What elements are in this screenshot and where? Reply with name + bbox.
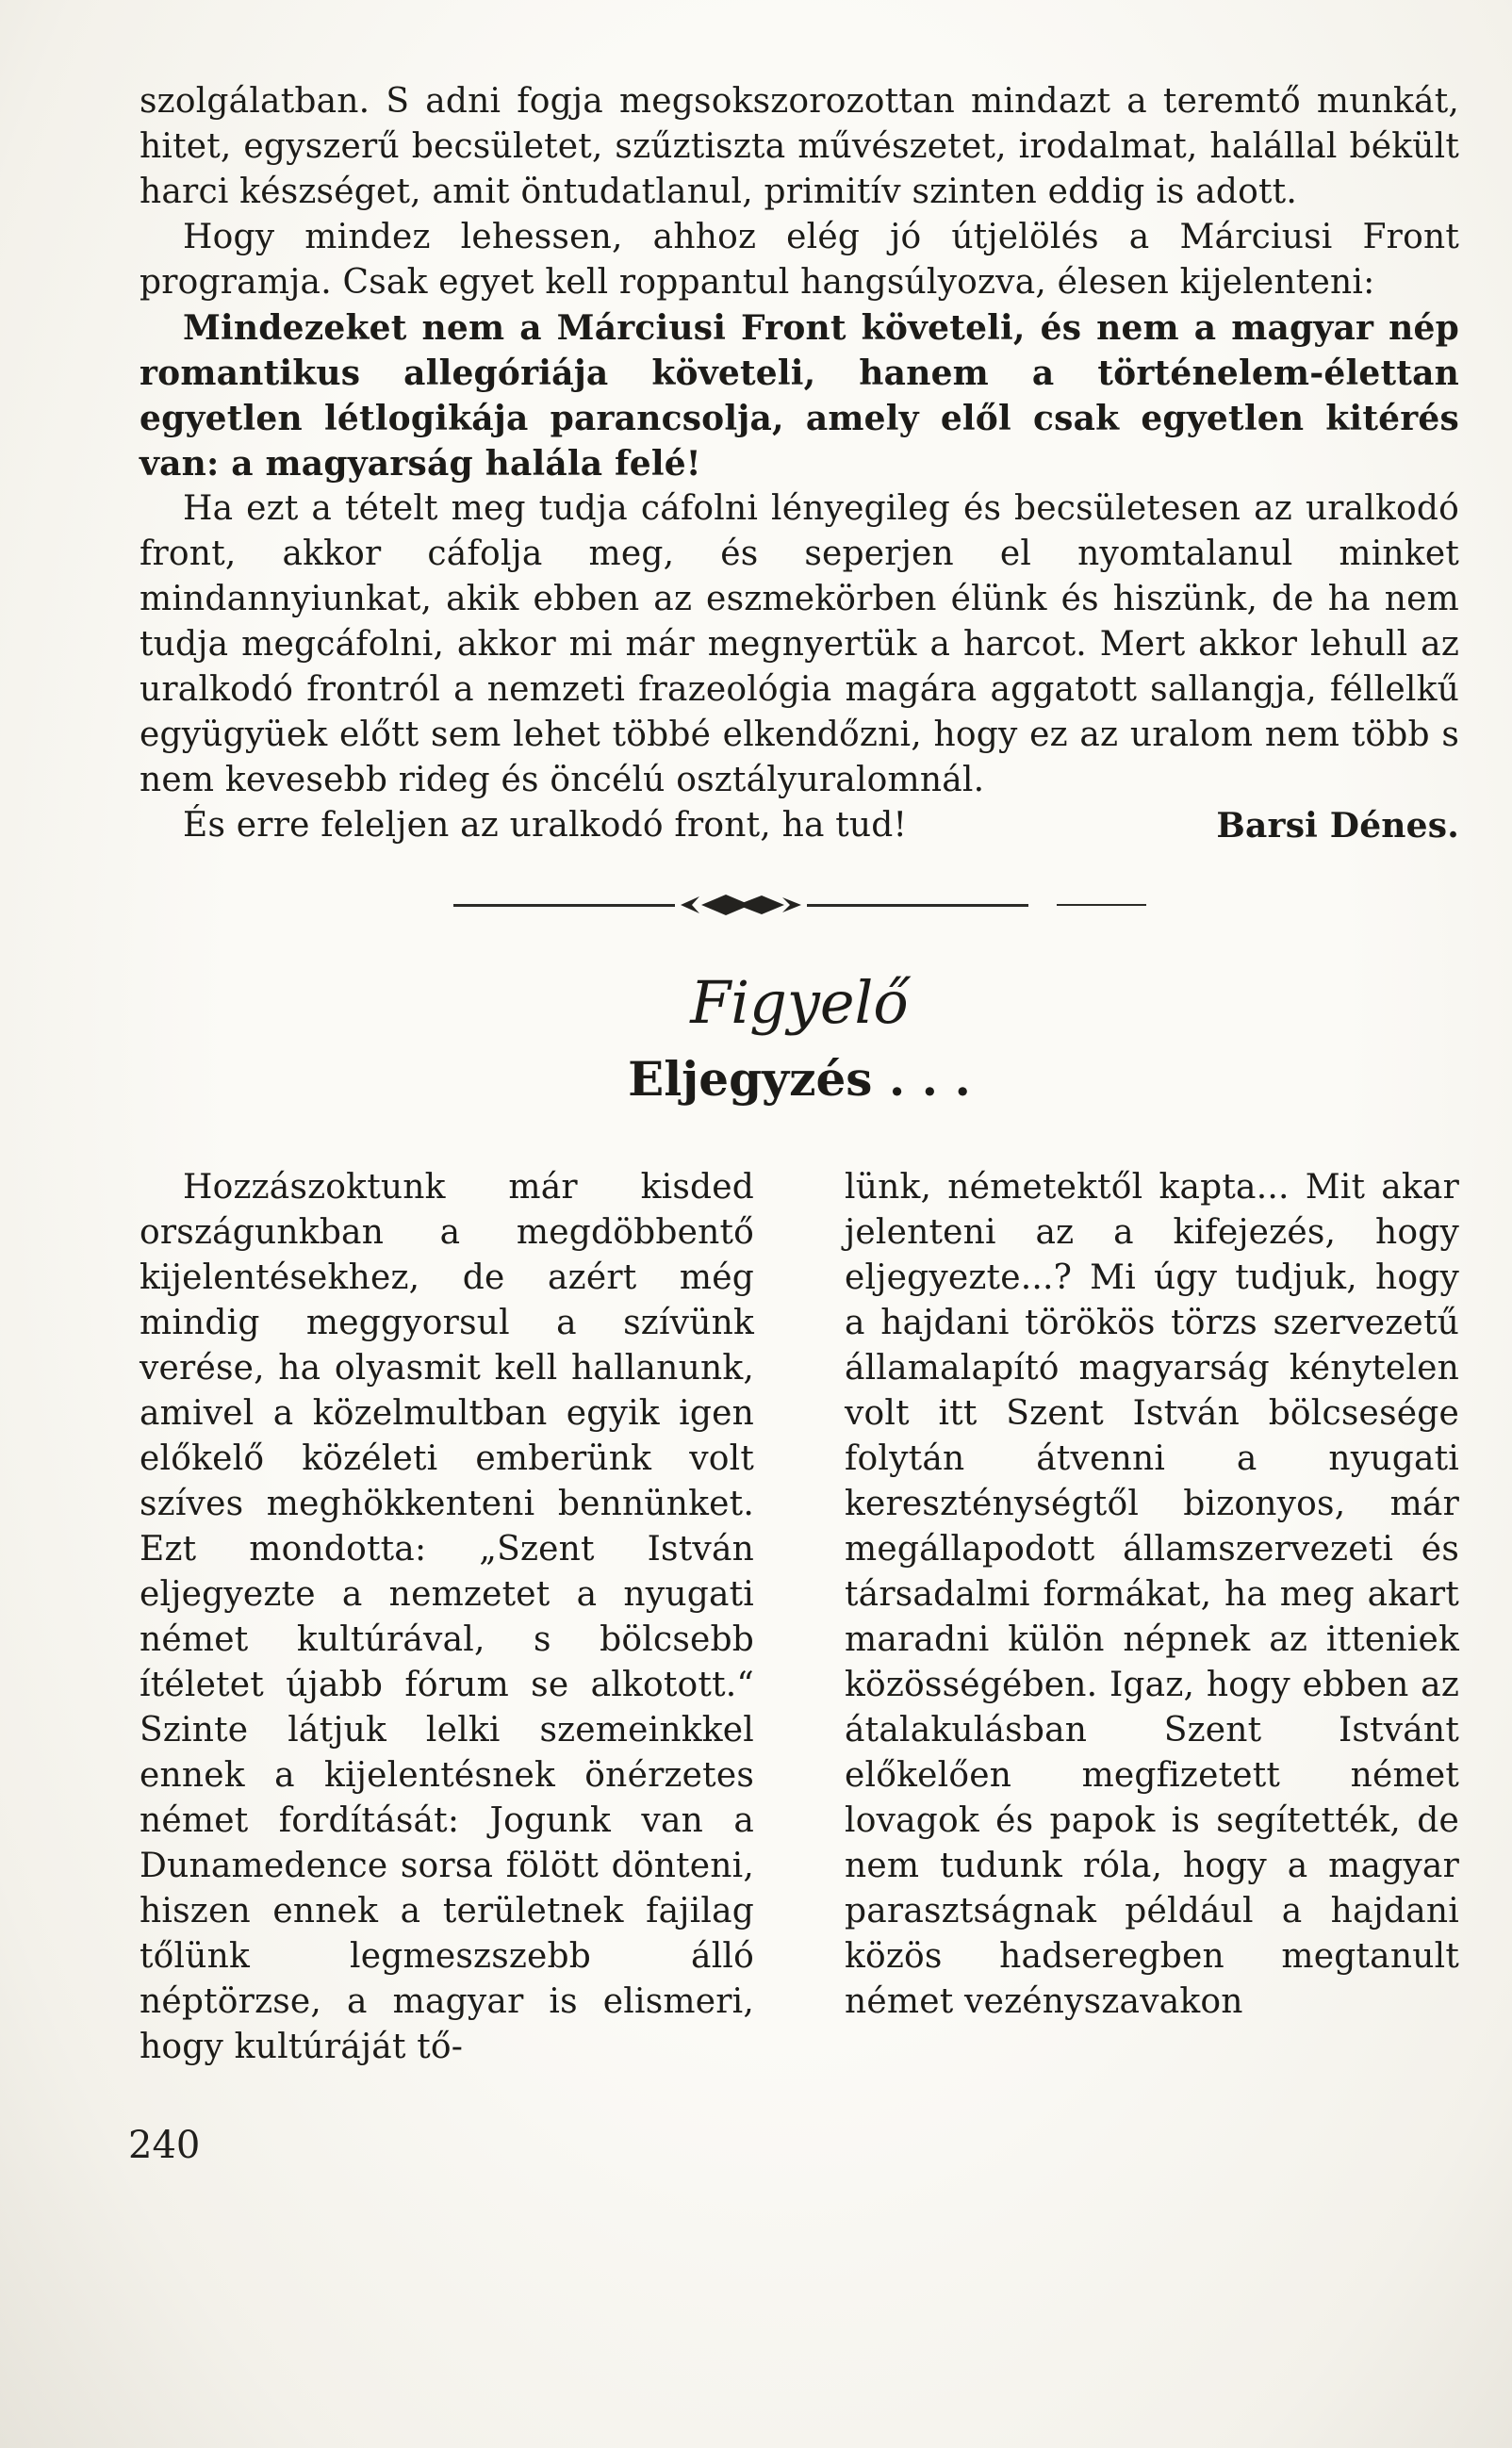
two-column-text: [140, 1165, 1459, 2070]
manifesto-paragraph: Mindezeket nem a Márciusi Front követeli, és nem a magyar nép romantikus allegóriája követeli, hanem a történelem-élettan egyetlen létlogikája parancsolja, amely elől csak egyetlen kitérés van: a magyarság halála felé!: [140, 308, 1459, 484]
divider-ornament-icon: [679, 892, 803, 918]
closing-text: És erre feleljen az uralkodó front, ha tud!: [183, 806, 908, 845]
divider-rule-short: [1057, 904, 1146, 906]
article-continuation: [140, 79, 1459, 848]
divider-rule-left: [453, 904, 675, 907]
section-divider: [441, 892, 1158, 918]
closing-line: [140, 803, 1459, 848]
column-left: Hozzászoktunk már kisded országunkban a megdöbbentő kijelentésekhez, de azért még mindig meggyorsul a szívünk verése, ha olyasmit kell hallanunk, amivel a közelmultban egyik igen előkelő közéleti emberünk volt szíves meghökkenteni bennünket. Ezt mondotta: „Szent István eljegyezte a nemzetet a nyugati német kultúrával, s bölcsebb ítéletet újabb fórum se alkotott.“ Szinte látjuk lelki szemeinkkel ennek a kijelentésnek önérzetes német fordítását: Jogunk van a Dunamedence sorsa fölött dönteni, hiszen ennek a területnek fajilag tőlünk legmeszszebb álló néptörzse, a magyar is elismeri, hogy kultúráját tő-: [140, 1168, 754, 2066]
paragraph: szolgálatban. S adni fogja megsokszorozottan mindazt a teremtő munkát, hitet, egyszerű becsületet, szűztiszta művészetet, irodalmat, halállal békült harci készséget, amit öntudatlanul, primitív szinten eddig is adott.: [140, 82, 1459, 211]
section-title: Figyelő: [690, 968, 909, 1037]
paragraph: Hogy mindez lehessen, ahhoz elég jó útjelölés a Márciusi Front programja. Csak egyet kell roppantul hangsúlyozva, élesen kijelenteni:: [140, 218, 1459, 302]
divider-rule-right: [807, 904, 1028, 907]
page-number: 240: [128, 2124, 201, 2167]
column-right: lünk, németektől kapta... Mit akar jelenteni az a kifejezés, hogy eljegyezte...? Mi úgy tudjuk, hogy a hajdani törökös törzs szervezetű államalapító magyarság kénytelen volt itt Szent István bölcsesége folytán átvenni a nyugati kereszténységtől bizonyos, már megállapodott államszervezeti és társadalmi formákat, ha meg akart maradni külön népnek az itteniek közösségében. Igaz, hogy ebben az átalakulásban Szent Istvánt előkelően megfizetett német lovagok és papok is segítették, de nem tudunk róla, hogy a magyar parasztságnak például a hajdani közös hadseregben megtanult német vezényszavakon: [845, 1168, 1459, 2021]
article-title: Eljegyzés . . .: [628, 1051, 971, 1107]
author-signature: Barsi Dénes.: [1216, 806, 1459, 846]
paragraph: Ha ezt a tételt meg tudja cáfolni lényegileg és becsületesen az uralkodó front, akkor cáfolja meg, és seperjen el nyomtalanul minket mindannyiunkat, akik ebben az eszmekörben élünk és hiszünk, de ha nem tudja megcáfolni, akkor mi már megnyertük a harcot. Mert akkor lehull az uralkodó frontról a nemzeti frazeológia magára aggatott sallangja, féllelkű együgyüek előtt sem lehet többé elkendőzni, hogy ez az uralom nem több s nem kevesebb rideg és öncélú osztályuralomnál.: [140, 489, 1459, 799]
